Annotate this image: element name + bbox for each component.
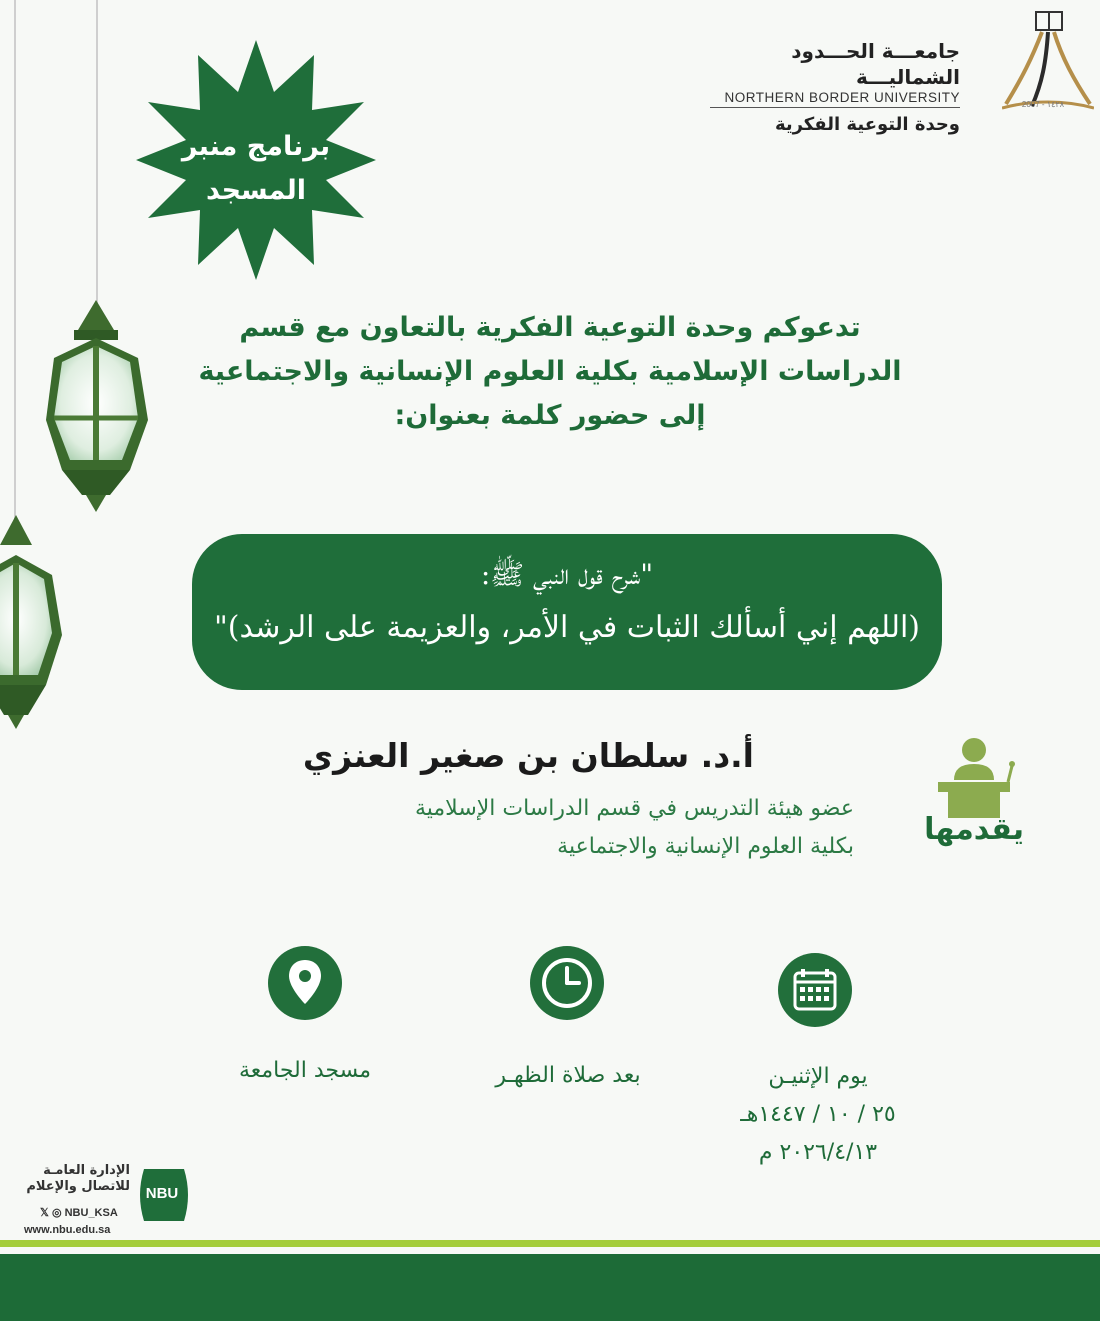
university-name-arabic: جامعـــة الحـــدود الشماليـــة (791, 39, 960, 89)
invitation-line3: إلى حضور كلمة بعنوان: (394, 400, 706, 431)
location-text: مسجد الجامعة (238, 1058, 372, 1083)
lantern-icon (40, 300, 160, 515)
instagram-icon: ◎ (51, 1207, 62, 1219)
footer-accent-line (0, 1240, 1100, 1247)
presenter-name: أ.د. سلطان بن صغير العنزي (302, 736, 754, 775)
location-pin-icon (268, 946, 342, 1020)
clock-icon (530, 946, 604, 1020)
time-circle (530, 946, 604, 1020)
presenter-role (254, 790, 854, 866)
website-url: www.nbu.edu.sa (24, 1224, 111, 1236)
social-handle (40, 1206, 118, 1219)
date-hijri: ٢٥ / ١٠ / ١٤٤٧هـ (740, 1102, 896, 1127)
nbu-logo-text: NBU (145, 1185, 179, 1202)
invitation-line1: تدعوكم وحدة التوعية الفكرية بالتعاون مع قسم (239, 312, 861, 343)
date-circle (778, 953, 852, 1027)
badge-line1: برنامج منبر (181, 131, 331, 162)
presenter-label: يقدمها (924, 812, 1024, 847)
badge-line2: المسجد (205, 175, 307, 206)
date-text (718, 1058, 918, 1172)
time-text: بعد صلاة الظهـر (495, 1063, 641, 1088)
invitation-line2: الدراسات الإسلامية بكلية العلوم الإنسانية والاجتماعية (198, 356, 902, 387)
lantern-string (96, 0, 98, 310)
date-gregorian: ٢٠٢٦/٤/١٣ م (758, 1140, 878, 1165)
unit-name: وحدة التوعية الفكرية (774, 114, 960, 135)
date-day: يوم الإثنيـن (768, 1064, 868, 1089)
location-circle (268, 946, 342, 1020)
university-logo-text (710, 38, 960, 135)
footer-org-name (20, 1163, 130, 1195)
presenter-role-line2: بكلية العلوم الإنسانية والاجتماعية (557, 834, 854, 859)
footer-org-line2: للاتصال والإعلام (26, 1179, 130, 1194)
calendar-icon (778, 953, 852, 1027)
invitation-text (150, 306, 950, 438)
program-badge-text (156, 125, 356, 213)
lantern-string (14, 0, 16, 520)
presenter-role-line1: عضو هيئة التدريس في قسم الدراسات الإسلامية (414, 796, 854, 821)
handle-text: NBU_KSA (64, 1207, 118, 1219)
university-name-english: NORTHERN BORDER UNIVERSITY (710, 90, 960, 108)
footer-org-line1: الإدارة العامـة (43, 1163, 130, 1178)
logo-year: 2007 - ١٤٢٨ (1021, 100, 1064, 109)
lecture-title-box (192, 534, 942, 690)
lecture-title-line1: "شرح قول النبي ﷺ: (480, 558, 654, 591)
lantern-icon (0, 515, 70, 730)
x-icon: 𝕏 (40, 1207, 49, 1219)
lecture-title-line2: (اللهم إني أسألك الثبات في الأمر، والعزيمة على الرشد)" (214, 610, 920, 645)
footer-band (0, 1254, 1100, 1321)
